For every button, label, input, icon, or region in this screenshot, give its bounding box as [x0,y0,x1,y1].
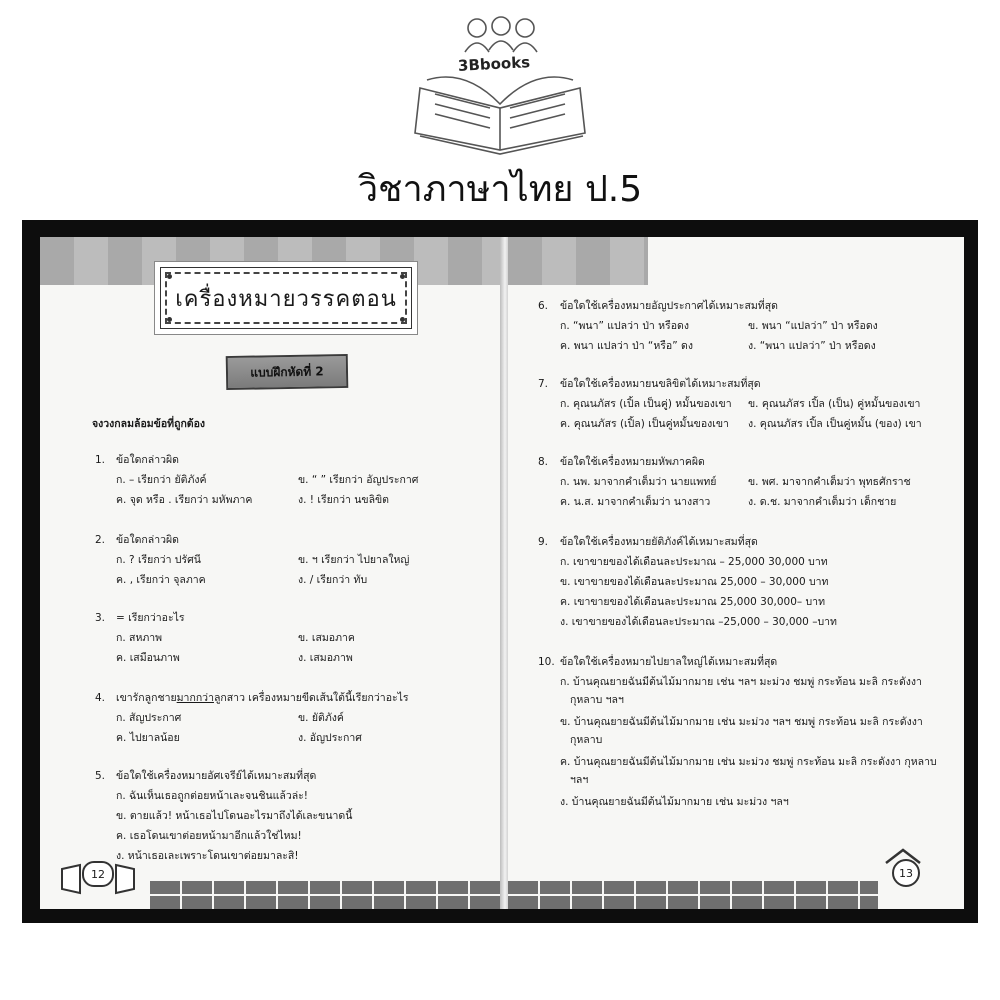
option[interactable]: ง. หน้าเธอเละเพราะโดนเขาต่อยมาละสิ! [116,850,299,862]
option[interactable]: ก. สหภาพ [116,632,163,644]
question-text: = เรียกว่าอะไร [116,612,185,624]
page-number-left: 12 [82,861,114,887]
option[interactable]: ง. เสมอภาพ [298,652,353,664]
option[interactable]: ก. – เรียกว่า ยัติภังค์ [116,474,207,486]
question-text-underlined: มากกว่า [176,692,214,704]
question-text: ข้อใดกล่าวผิด [116,454,179,466]
question-text: ข้อใดใช้เครื่องหมายมหัพภาคผิด [560,456,705,468]
question-text-after: ลูกสาว เครื่องหมายขีดเส้นใต้นี้เรียกว่าอะไร [213,692,409,704]
option[interactable]: ค. คุณนภัสร (เปิ้ล) เป็นคู่หมั้นของเขา [560,418,729,430]
question-number: 10. [538,656,555,668]
option[interactable]: ค. พนา แปลว่า ป่า “หรือ” ดง [560,340,693,352]
option[interactable]: ค. เธอโดนเขาต่อยหน้ามาอีกแล้วใช่ไหม! [116,830,302,842]
option[interactable]: ก. สัญประกาศ [116,712,182,724]
page-number-right: 13 [892,859,920,887]
option[interactable]: ก. นพ. มาจากคำเต็มว่า นายแพทย์ [560,476,717,488]
question-number: 3. [95,612,106,624]
question-number: 1. [95,454,106,466]
option[interactable]: ค. บ้านคุณยายฉันมีต้นไม้มากมาย เช่น มะม่วง ชมพู่ กระท้อน มะลิ กระดังงา กุหลาบ [560,756,937,768]
question-number: 7. [538,378,549,390]
window-shutter-icon [114,863,136,895]
option[interactable]: ข. เขาขายของได้เดือนละประมาณ 25,000 – 30,000 บาท [560,576,829,588]
option[interactable]: ก. เขาขายของได้เดือนละประมาณ – 25,000 30,000 บาท [560,556,828,568]
option-continued: กุหลาบ [570,734,603,746]
question-number: 5. [95,770,106,782]
option[interactable]: ข. เสมอภาค [298,632,355,644]
top-brick-band [508,237,648,285]
question-text [116,691,409,705]
option[interactable]: ข. บ้านคุณยายฉันมีต้นไม้มากมาย เช่น มะม่วง ฯลฯ ชมพู่ กระท้อน มะลิ กระดังงา [560,716,923,728]
option[interactable]: ก. “พนา” แปลว่า ป่า หรือดง [560,320,689,332]
option-continued: กุหลาบ ฯลฯ [570,694,624,706]
option[interactable]: ข. พศ. มาจากคำเต็มว่า พุทธศักราช [748,476,911,488]
option[interactable]: ก. ฉันเห็นเธอถูกต่อยหน้าเละจนชินแล้วล่ะ! [116,790,309,802]
option[interactable]: ก. ? เรียกว่า ปรัศนี [116,554,201,566]
option[interactable]: ง. / เรียกว่า ทับ [298,574,368,586]
option[interactable]: ง. คุณนภัสร เปิ้ล เป็นคู่หมั้น (ของ) เขา [748,418,922,430]
question-number: 2. [95,534,106,546]
option[interactable]: ค. ไปยาลน้อย [116,732,180,744]
question-number: 8. [538,456,549,468]
option[interactable]: ง. เขาขายของได้เดือนละประมาณ –25,000 – 30,000 –บาท [560,616,837,628]
option[interactable]: ค. , เรียกว่า จุลภาค [116,574,206,586]
question-number: 4. [95,692,106,704]
right-page [508,237,964,909]
option[interactable]: ค. เสมือนภาพ [116,652,180,664]
option[interactable]: ก. บ้านคุณยายฉันมีต้นไม้มากมาย เช่น ฯลฯ มะม่วง ชมพู่ กระท้อน มะลิ กระดังงา [560,676,922,688]
exercise-sign: แบบฝึกหัดที่ 2 [226,354,349,390]
option[interactable]: ข. คุณนภัสร เปิ้ล (เป็น) คู่หมั้นของเขา [748,398,921,410]
option[interactable]: ค. จุด หรือ . เรียกว่า มหัพภาค [116,494,253,506]
subject-title: วิชาภาษาไทย ป.5 [357,169,643,210]
question-text: ข้อใดใช้เครื่องหมายนขลิขิตได้เหมาะสมที่สุด [560,378,761,390]
chapter-title: เครื่องหมายวรรคตอน [165,272,407,324]
option[interactable]: ก. คุณนภัสร (เปิ้ล เป็นคู่) หมั้นของเขา [560,398,732,410]
option[interactable]: ข. พนา “แปลว่า” ป่า หรือดง [748,320,878,332]
option[interactable]: ข. ตายแล้ว! หน้าเธอไปโดนอะไรมาถึงได้เละขนาดนี้ [116,810,353,822]
question-text: ข้อใดใช้เครื่องหมายยัติภังค์ได้เหมาะสมที่สุด [560,536,758,548]
option[interactable]: ง. อัญประกาศ [298,732,362,744]
question-text: ข้อใดใช้เครื่องหมายไปยาลใหญ่ได้เหมาะสมที่สุด [560,656,778,668]
book-logo-icon [405,8,595,158]
option[interactable]: ข. “ ” เรียกว่า อัญประกาศ [298,474,419,486]
option-continued: ฯลฯ [570,774,589,786]
chapter-title-box [160,267,412,329]
option[interactable]: ง. “พนา แปลว่า” ป่า หรือดง [748,340,876,352]
option[interactable]: ข. ยัติภังค์ [298,712,344,724]
question-number: 9. [538,536,549,548]
question-text-before: เขารักลูกชาย [116,692,177,704]
question-text: ข้อใดใช้เครื่องหมายอัศเจรีย์ได้เหมาะสมที่สุด [116,770,317,782]
option[interactable]: ง. บ้านคุณยายฉันมีต้นไม้มากมาย เช่น มะม่วง ฯลฯ [560,796,789,808]
left-page [40,237,502,909]
question-number: 6. [538,300,549,312]
option[interactable]: ง. ! เรียกว่า นขลิขิต [298,494,390,506]
question-text: ข้อใดใช้เครื่องหมายอัญประกาศได้เหมาะสมที่สุด [560,300,778,312]
option[interactable]: ง. ด.ช. มาจากคำเต็มว่า เด็กชาย [748,496,897,508]
option[interactable]: ค. เขาขายของได้เดือนละประมาณ 25,000 30,000– บาท [560,596,825,608]
brand-name: 3Bbooks [457,53,531,75]
bottom-brick-wall [150,879,502,909]
bottom-brick-wall [508,879,878,909]
option[interactable]: ค. น.ส. มาจากคำเต็มว่า นางสาว [560,496,711,508]
window-shutter-icon [60,863,82,895]
option[interactable]: ข. ฯ เรียกว่า ไปยาลใหญ่ [298,554,410,566]
question-text: ข้อใดกล่าวผิด [116,534,179,546]
instruction: จงวงกลมล้อมข้อที่ถูกต้อง [92,418,206,430]
